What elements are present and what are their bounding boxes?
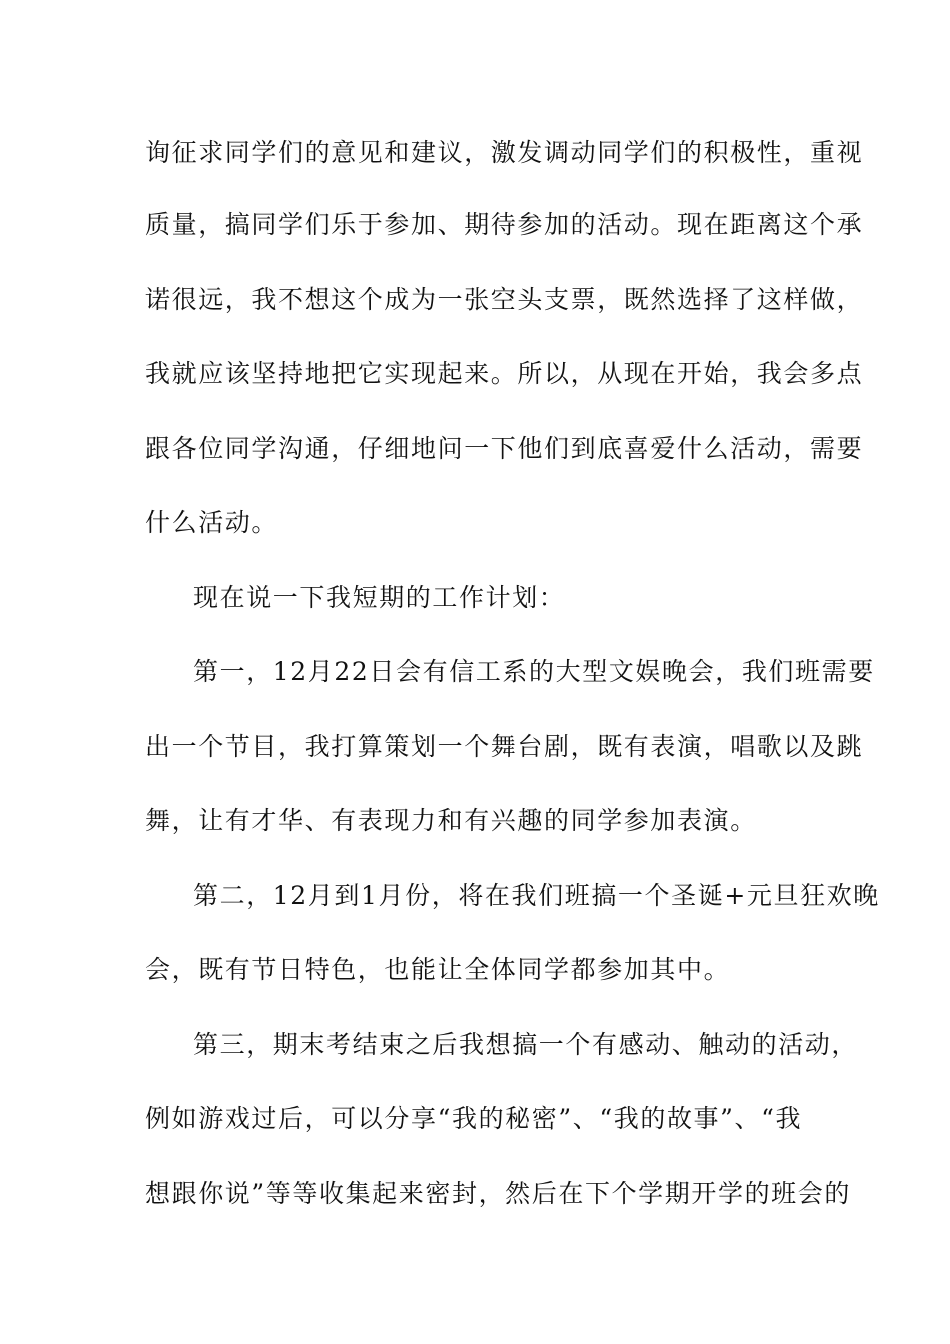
text-line: 例如游戏过后，可以分享“我的秘密”、“我的故事”、“我 bbox=[145, 1104, 803, 1133]
text-line: 第一，12月22日会有信工系的大型文娱晚会，我们班需要 bbox=[193, 657, 875, 686]
text-line: 诺很远，我不想这个成为一张空头支票，既然选择了这样做， bbox=[145, 285, 864, 314]
text-line: 出一个节目，我打算策划一个舞台剧，既有表演，唱歌以及跳 bbox=[145, 732, 864, 761]
text-line: 质量，搞同学们乐于参加、期待参加的活动。现在距离这个承 bbox=[145, 210, 864, 239]
section-heading: 现在说一下我短期的工作计划： bbox=[193, 583, 566, 612]
text-line: 想跟你说”等等收集起来密封，然后在下个学期开学的班会的 bbox=[145, 1179, 851, 1208]
text-line: 什么活动。 bbox=[145, 508, 279, 537]
text-line: 询征求同学们的意见和建议，激发调动同学们的积极性，重视 bbox=[145, 138, 864, 167]
text-line: 第三，期末考结束之后我想搞一个有感动、触动的活动， bbox=[193, 1030, 859, 1059]
text-line: 跟各位同学沟通，仔细地问一下他们到底喜爱什么活动，需要 bbox=[145, 434, 864, 463]
text-line: 舞，让有才华、有表现力和有兴趣的同学参加表演。 bbox=[145, 806, 757, 835]
text-line: 我就应该坚持地把它实现起来。所以，从现在开始，我会多点 bbox=[145, 359, 864, 388]
text-line: 第二，12月到1月份，将在我们班搞一个圣诞+元旦狂欢晚 bbox=[193, 881, 880, 910]
text-line: 会，既有节日特色，也能让全体同学都参加其中。 bbox=[145, 955, 731, 984]
